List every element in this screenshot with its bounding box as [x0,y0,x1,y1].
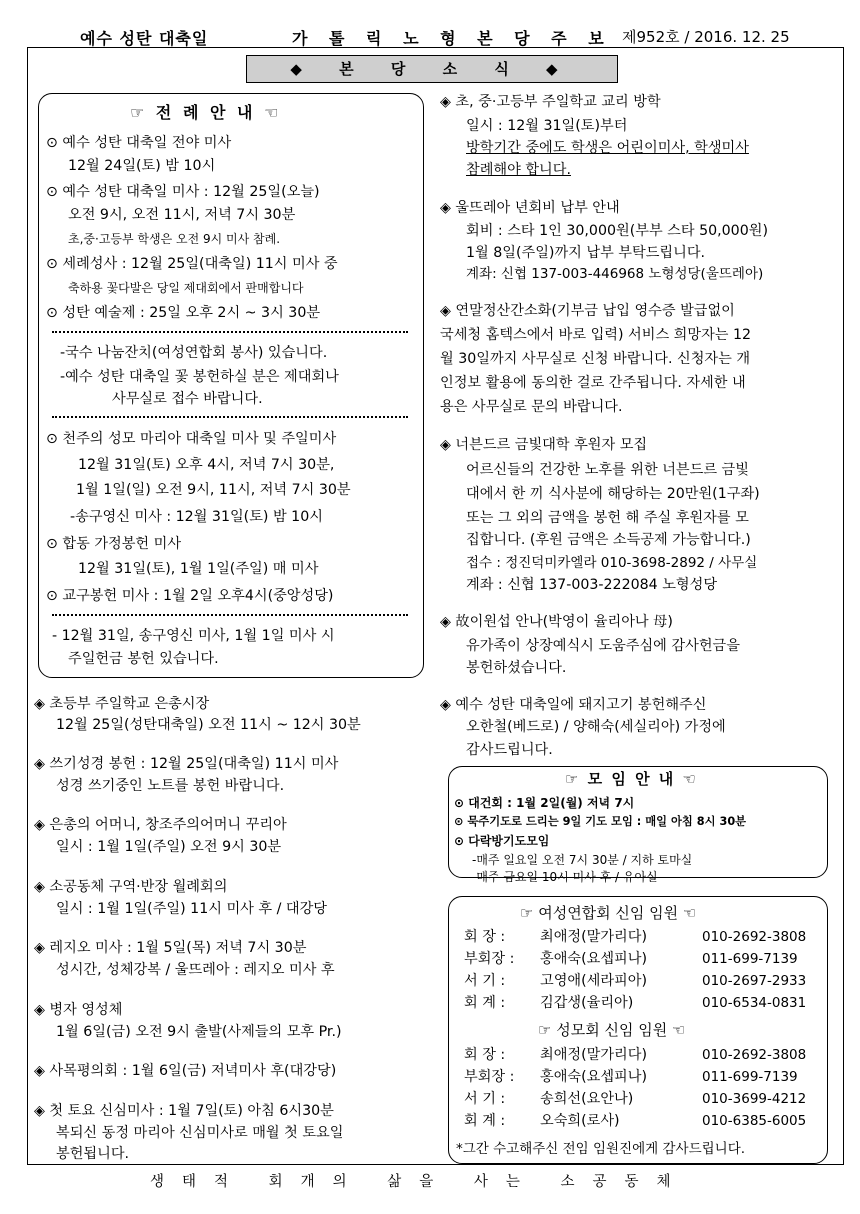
notice-title: ◈ 너븐드르 금빛대학 후원자 모집 [440,437,648,453]
dotted-divider [52,331,408,333]
officer-phone: 010-6385-6005 [702,1113,807,1129]
thanks-note: *그간 수고해주신 전임 임원진에게 감사드립니다. [456,1141,746,1157]
officer-role: 서 기 : [464,973,506,989]
notice-detail: 어르신들의 건강한 노후를 위한 너븐드르 금빛 [466,462,749,478]
notice-detail: 방학기간 중에도 학생은 어린이미사, 학생미사 [466,140,749,156]
notice-detail: 봉헌하셨습니다. [466,660,567,676]
meeting-line: -매주 금요일 10시 미사 후 / 유아실 [472,870,658,884]
notice-title: ◈ 레지오 미사 : 1월 5일(목) 저녁 7시 30분 [34,940,307,956]
notice-title: ◈ 故이원섭 안나(박영이 율리아나 母) [440,614,673,630]
notice-detail: 대에서 한 끼 식사분에 해당하는 20만원(1구좌) [466,486,760,502]
worship-line: -예수 성탄 대축일 꽃 봉헌하실 분은 제대회나 [60,369,339,385]
worship-line: ⊙ 성탄 예술제 : 25일 오후 2시 ~ 3시 30분 [46,305,321,321]
notice-detail: 인정보 활용에 동의한 걸로 간주됩니다. 자세한 내 [440,375,746,391]
officer-name: 송희선(요안나) [540,1091,634,1107]
page-footer-motto: 생태적 회개의 삶을 사는 소공동체 [150,1174,689,1190]
dotted-divider [52,416,408,418]
notice-detail: 일시 : 1월 1일(주일) 11시 미사 후 / 대강당 [56,901,327,917]
officer-phone: 010-2697-2933 [702,973,807,989]
officer-phone: 010-2692-3808 [702,1047,807,1063]
worship-line: 초,중·고등부 학생은 오전 9시 미사 참례. [68,232,281,246]
page-header [0,0,860,48]
notice-detail: 용은 사무실로 문의 바랍니다. [440,399,623,415]
meeting-line: ⊙ 다락방기도모임 [454,834,550,848]
officer-name: 최애정(말가리다) [540,1047,648,1063]
section-banner: ◆ 본 당 소 식 ◆ [246,55,618,83]
notice-detail: 일시 : 12월 31일(토)부터 [466,118,628,134]
officer-name: 홍애숙(요셉피나) [540,951,648,967]
mothers-association-title: ☞ 성모회 신임 임원 ☜ [538,1021,686,1039]
meeting-line: ⊙ 묵주기도로 드리는 9일 기도 모임 : 매일 아침 8시 30분 [454,815,747,828]
worship-line: -송구영신 미사 : 12월 31일(토) 밤 10시 [70,509,323,525]
officer-role: 회 장 : [464,1047,506,1063]
women-association-title: ☞ 여성연합회 신임 임원 ☜ [520,904,697,922]
worship-line: 1월 1일(일) 오전 9시, 11시, 저녁 7시 30분 [76,482,351,498]
worship-line: 사무실로 접수 바랍니다. [112,391,263,407]
notice-title: ◈ 은총의 어머니, 창조주의어머니 꾸리아 [34,817,287,833]
notice-title: ◈ 쓰기성경 봉헌 : 12월 25일(대축일) 11시 미사 [34,756,339,772]
notice-detail: 성시간, 성체강복 / 울뜨레아 : 레지오 미사 후 [56,962,335,978]
worship-line: ⊙ 세례성사 : 12월 25일(대축일) 11시 미사 중 [46,256,338,272]
officer-phone: 010-2692-3808 [702,929,807,945]
worship-line: 12월 31일(토), 1월 1일(주일) 매 미사 [78,561,319,577]
officer-name: 오숙희(로사) [540,1113,620,1129]
notice-title: ◈ 사목평의회 : 1월 6일(금) 저녁미사 후(대강당) [34,1063,337,1079]
notice-detail: 회비 : 스타 1인 30,000원(부부 스타 50,000원) [466,223,768,239]
officer-role: 부회장 : [464,1069,515,1085]
notice-detail: 집합니다. (후원 금액은 소득공제 가능합니다.) [466,532,751,548]
officer-name: 김갑생(율리아) [540,995,634,1011]
worship-line: 12월 24일(토) 밤 10시 [68,158,216,174]
officer-role: 서 기 : [464,1091,506,1107]
officer-phone: 010-6534-0831 [702,995,807,1011]
worship-line: 주일헌금 봉헌 있습니다. [68,651,219,667]
officer-role: 회 계 : [464,995,506,1011]
notice-detail: 계좌 : 신협 137-003-222084 노형성당 [466,577,718,593]
notice-detail: 일시 : 1월 1일(주일) 오전 9시 30분 [56,839,282,855]
worship-line: ⊙ 교구봉헌 미사 : 1월 2일 오후4시(중앙성당) [46,588,334,604]
worship-line: ⊙ 천주의 성모 마리아 대축일 미사 및 주일미사 [46,431,337,447]
notice-detail: 1월 8일(주일)까지 납부 부탁드립니다. [466,245,706,261]
notice-title: ◈ 울뜨레아 년회비 납부 안내 [440,200,620,216]
notice-detail: 12월 25일(성탄대축일) 오전 11시 ~ 12시 30분 [56,717,361,733]
notice-title: ◈ 소공동체 구역·반장 월례회의 [34,879,228,895]
worship-line: 오전 9시, 오전 11시, 저녁 7시 30분 [68,207,296,223]
notice-detail: 계좌: 신협 137-003-446968 노형성당(울뜨레아) [466,266,764,282]
notice-detail: 1월 6일(금) 오전 9시 출발(사제들의 모후 Pr.) [56,1024,342,1040]
notice-detail: 또는 그 외의 금액을 봉헌 해 주실 후원자를 모 [466,510,749,526]
meeting-line: ⊙ 대건회 : 1월 2일(월) 저녁 7시 [454,796,635,810]
notice-title: ◈ 초등부 주일학교 은총시장 [34,696,210,712]
officer-phone: 011-699-7139 [702,951,798,967]
officer-name: 최애정(말가리다) [540,929,648,945]
header-issue-date: 제952호 / 2016. 12. 25 [622,28,790,46]
meeting-title: ☞ 모 임 안 내 ☜ [565,770,698,788]
notice-detail: 복되신 동정 마리아 신심미사로 매월 첫 토요일 [56,1125,344,1141]
worship-line: 12월 31일(토) 오후 4시, 저녁 7시 30분, [78,457,335,473]
notice-detail: 접수 : 정진덕미카엘라 010-3698-2892 / 사무실 [466,555,758,571]
officer-role: 부회장 : [464,951,515,967]
notice-detail: ◈ 연말정산간소화(기부금 납입 영수증 발급없이 [440,303,735,319]
officer-phone: 011-699-7139 [702,1069,798,1085]
notice-detail: 국세청 홈텍스에서 바로 입력) 서비스 희망자는 12 [440,327,752,343]
notice-title: ◈ 병자 영성체 [34,1002,123,1018]
notice-title: ◈ 초, 중·고등부 주일학교 교리 방학 [440,94,661,110]
meeting-line: -매주 일요일 오전 7시 30분 / 지하 토마실 [472,853,693,867]
header-feast: 예수 성탄 대축일 [80,29,209,48]
officer-name: 홍애숙(요셉피나) [540,1069,648,1085]
worship-line: - 12월 31일, 송구영신 미사, 1월 1일 미사 시 [52,628,335,644]
notice-detail: 오한철(베드로) / 양해숙(세실리아) 가정에 [466,719,726,735]
notice-detail: 유가족이 상장예식시 도움주심에 감사헌금을 [466,638,740,654]
notice-detail: 성경 쓰기중인 노트를 봉헌 바랍니다. [56,778,285,794]
header-bulletin-title: 가 톨 릭 노 형 본 당 주 보 [292,29,612,48]
worship-line: -국수 나눔잔치(여성연합회 봉사) 있습니다. [60,345,328,361]
notice-detail: 월 30일까지 사무실로 신청 바랍니다. 신청자는 개 [440,351,751,367]
officer-role: 회 장 : [464,929,506,945]
notice-detail: 봉헌됩니다. [56,1146,130,1162]
notice-detail: 참례해야 합니다. [466,162,571,178]
worship-line: ⊙ 합동 가정봉헌 미사 [46,536,182,552]
notice-title: ◈ 첫 토요 신심미사 : 1월 7일(토) 아침 6시30분 [34,1103,334,1119]
worship-title: ☞ 전 례 안 내 ☜ [130,103,282,122]
notice-detail: 감사드립니다. [466,742,553,758]
officer-name: 고영애(세라피아) [540,973,648,989]
worship-line: ⊙ 예수 성탄 대축일 미사 : 12월 25일(오늘) [46,184,320,200]
officer-role: 회 계 : [464,1113,506,1129]
dotted-divider [52,614,408,616]
worship-line: ⊙ 예수 성탄 대축일 전야 미사 [46,135,232,151]
worship-line: 축하용 꽃다발은 당일 제대회에서 판매합니다 [68,281,304,295]
notice-title: ◈ 예수 성탄 대축일에 돼지고기 봉헌해주신 [440,697,707,713]
officer-phone: 010-3699-4212 [702,1091,807,1107]
